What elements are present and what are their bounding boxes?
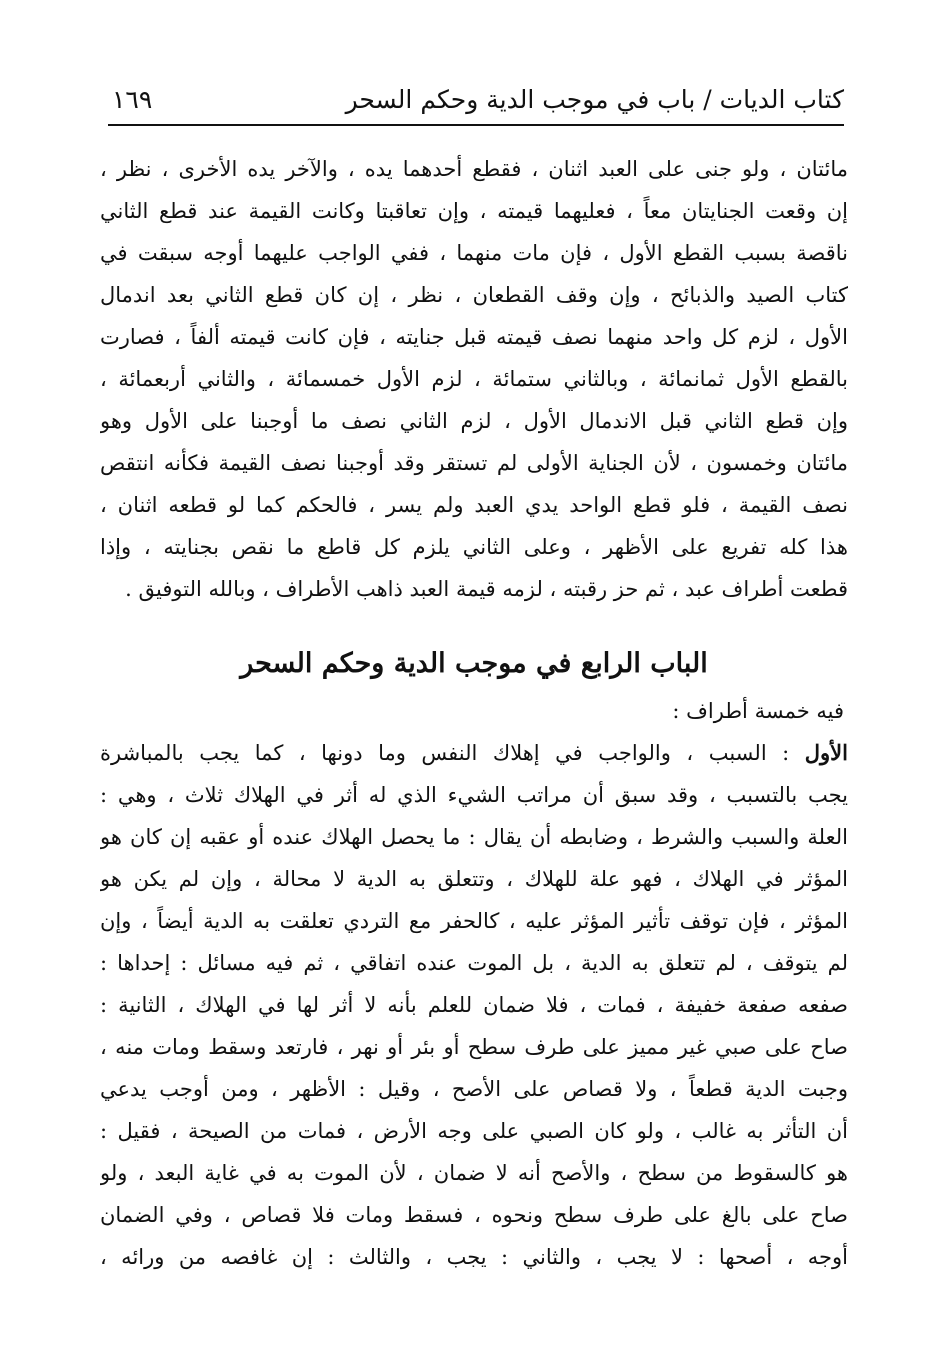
page-header (112, 78, 844, 122)
text-line: مائتان وخمسون ، لأن الجناية الأولى لم تستقر وقد أوجبنا نصف القيمة فكأنه انتقص (100, 451, 848, 475)
text-line: بالقطع الأول ثمانمائة ، وبالثاني ستمائة ، لزم الأول خمسمائة ، والثاني أربعمائة ، (100, 367, 848, 391)
text-line: أن التأثر به غالب ، ولو كان الصبي على وجه الأرض ، فمات من الصيحة ، فقيل : (100, 1119, 848, 1143)
text-line: نصف القيمة ، فلو قطع الواحد يدي العبد ولم يسر ، فالحكم كما لو قطعه اثنان ، (100, 493, 848, 517)
text-line: ناقصة بسبب القطع الأول ، فإن مات منهما ، ففي الواجب عليهما أوجه سبقت في (100, 241, 848, 265)
paragraph-slaves-injury (100, 148, 848, 610)
text-line: صاح على بالغ على طرف سطح ونحوه ، فسقط ومات فلا قصاص ، وفي الضمان (100, 1203, 848, 1227)
lead-word: الأول (804, 740, 848, 765)
text-line: قطعت أطراف عبد ، ثم حز رقبته ، لزمه قيمة العبد ذاهب الأطراف ، وبالله التوفيق . (125, 577, 848, 601)
paragraph-first-part (100, 732, 848, 1278)
chapter-title: الباب الرابع في موجب الدية وحكم السحر (240, 648, 708, 679)
text-line: كتاب الصيد والذبائح ، وإن وقف القطعان ، نظر ، إن كان قطع الثاني بعد اندمال (100, 283, 848, 307)
text-line: أوجه ، أصحها : لا يجب ، والثاني : يجب ، والثالث : إن غافصه من ورائه ، (100, 1245, 848, 1269)
text-line: هو كالسقوط من سطح ، والأصح أنه لا ضمان ، لأن الموت به في غاية البعد ، ولو (100, 1161, 848, 1185)
text-line: مائتان ، ولو جنى على العبد اثنان ، فقطع أحدهما يده ، والآخر يده الأخرى ، نظر ، (100, 157, 848, 181)
text-line: الأول ، لزم كل واحد منهما نصف قيمته قبل جنايته ، فإن كانت قيمته ألفاً ، فصارت (100, 325, 848, 349)
text-line-with-lead (100, 732, 848, 774)
text-line: هذا كله تفريع على الأظهر ، وعلى الثاني يلزم كل قاطع ما نقص بجنايته ، وإذا (100, 535, 848, 559)
text-line: المؤثر ، فإن توقف تأثير المؤثر عليه ، كالحفر مع التردي تعلقت به الدية أيضاً ، وإن (100, 909, 848, 933)
text-line: لم يتوقف ، لم تتعلق به الدية ، بل الموت عنده اتفاقي ، ثم فيه مسائل : إحداها : (100, 951, 848, 975)
chapter-intro: فيه خمسة أطراف : (672, 699, 844, 723)
lead-line-rest: : السبب ، والواجب في إهلاك النفس وما دونها ، كما يجب بالمباشرة (100, 741, 805, 765)
text-line: العلة والسبب والشرط ، وضابطه أن يقال : ما يحصل الهلاك عنده أو عقبه إن كان هو (100, 825, 848, 849)
text-line: يجب بالتسبب ، وقد سبق أن مراتب الشيء الذي له أثر في الهلاك ثلاث ، وهي : (100, 783, 848, 807)
running-title: كتاب الديات / باب في موجب الدية وحكم السحر (345, 85, 844, 114)
text-line: صفعه صفعة خفيفة ، فمات ، فلا ضمان للعلم بأنه لا أثر لها في الهلاك ، الثانية : (100, 993, 848, 1017)
text-line: المؤثر في الهلاك ، فهو علة للهلاك ، وتتعلق به الدية لا محالة ، وإن لم يكن هو (100, 867, 848, 891)
text-line: صاح على صبي غير مميز على طرف سطح أو بئر أو نهر ، فارتعد وسقط ومات منه ، (100, 1035, 848, 1059)
text-line: وجبت الدية قطعاً ، ولا قصاص على الأصح ، وقيل : الأظهر ، ومن أوجب يدعي (100, 1077, 848, 1101)
text-line: وإن قطع الثاني قبل الاندمال الأول ، لزم الثاني نصف ما أوجبنا على الأول وهو (100, 409, 848, 433)
text-line: إن وقعت الجنايتان معاً ، فعليهما قيمته ، وإن تعاقبتا وكانت القيمة عند قطع الثاني (100, 199, 848, 223)
header-divider (108, 124, 844, 126)
page-number: ١٦٩ (112, 85, 153, 114)
